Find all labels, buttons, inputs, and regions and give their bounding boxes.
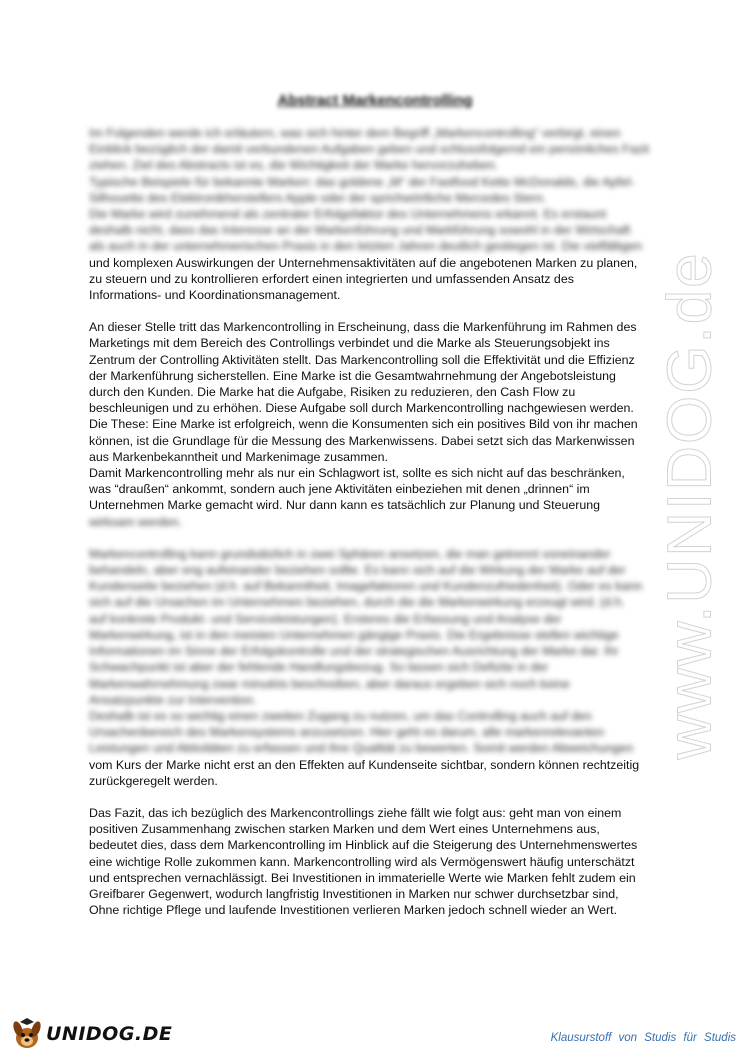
text-line: Das Fazit, das ich bezüglich des Markencontrollings ziehe fällt wie folgt aus: geht man von einem [89,805,622,820]
text-line: können, ist die Grundlage für die Messung des Markenwissens. Dabei setzt sich das Markenwissen [89,433,635,448]
blurred-line: Markenwirkung, ist in den meisten Unternehmen gängige Praxis. Die Ergebnisse stellen wichtige [89,627,619,642]
blurred-line: Markenwahrnehmung zwar minutiös beschreiben, aber daraus ergeben sich noch keine [89,676,570,691]
text-line: Informations- und Koordinationsmanagement. [89,288,341,303]
text-line: durch den Kunden. Die Marke hat die Aufgabe, Risiken zu reduzieren, den Cash Flow zu [89,385,576,400]
dog-icon [10,1017,44,1051]
blurred-line: ziehen. Ziel des Abstracts ist es, die Wichtigkeit der Marke hervorzuheben. [89,158,499,173]
text-line: Marketings mit dem Bereich des Controllings verbindet und die Marke als Steuerungsobjekt ins [89,336,610,351]
text-line: aus Markenbekanntheit und Markenimage zusammen. [89,449,388,464]
blurred-line: wirksam werden. [89,514,182,529]
blurred-line: Leistungen und Aktivitäten zu erfassen und ihre Qualität zu bewerten. Somit werden Abweichungen [89,741,634,756]
text-line: Ohne richtige Pflege und laufende Investitionen verlieren Marken jedoch schnell wieder an Wert. [89,903,618,918]
blurred-line: auf konkrete Produkt- und Serviceleistungen). Ersteres die Erfassung und Analyse der [89,611,562,626]
blurred-line: Ansatzpunkte zur Intervention. [89,692,257,707]
text-line: zu steuern und zu kontrollieren erfordert einen integrierten und umfassenden Ansatz des [89,271,574,286]
watermark-text: www.UNIDOG.de [655,250,725,760]
blurred-line: behandeln, aber eng aufeinander beziehen sollte. Es kann sich auf die Wirkung der Marke auf der [89,563,626,578]
text-line: Damit Markencontrolling mehr als nur ein Schlagwort ist, sollte es sich nicht auf das beschränken, [89,466,625,481]
blurred-line: Im Folgenden werde ich erläutern, was sich hinter dem Begriff „Markencontrolling“ verbirgt, einen [89,126,621,140]
text-line: Zentrum der Controlling Aktivitäten stellt. Das Markencontrolling soll die Effektivität und die Effizienz [89,352,635,367]
document-title: Abstract Markencontrolling [277,92,473,109]
blurred-line: Die Marke wird zunehmend als zentraler Erfolgsfaktor des Unternehmens erkannt. Es erstaunt [89,207,607,222]
blurred-line: Deshalb ist es so wichtig einen zweiten Zugang zu nutzen, um das Controlling auch auf den [89,708,592,723]
document-body [89,125,669,918]
blurred-line: Schwachpunkt ist aber der fehlende Handlungsbezug. So lassen sich Defizite in der [89,660,549,675]
blurred-line: als auch in der unternehmerischen Praxis in den letzten Jahren deutlich gestiegen ist. Die vielfältigen [89,239,643,254]
blurred-line: Markencontrolling kann grundsätzlich in zwei Sphären ansetzen, die man getrennt voneinander [89,546,611,561]
text-line: Greifbarer Gegenwert, wodurch langfristig Investitionen in Marken nur schwer durchsetzbar sind, [89,886,619,901]
footer-tagline: Klausurstoff von Studis für Studis [550,1032,736,1044]
blurred-line: Einblick bezüglich der damit verbundenen Aufgaben geben und schlussfolgernd ein persönliches Fazit [89,142,650,157]
blurred-line: deshalb nicht, dass das Interesse an der Markenführung und Markführung sowohl in der Wirtschaft [89,223,631,238]
text-line: was “draußen“ ankommt, sondern auch jene Aktivitäten einbeziehen mit denen „drinnen“ im [89,482,590,497]
blurred-line: Kundenseite beziehen (d.h. auf Bekanntheit, Imagefaktoren und Kundenzufriedenheit). Oder es kann [89,579,643,594]
text-line: vom Kurs der Marke nicht erst an den Effekten auf Kundenseite sichtbar, sondern können rechtzeitig [89,757,640,772]
logo-text: UNIDOG.DE [46,1023,173,1045]
text-line: der Markenführung sicherstellen. Eine Marke ist die Gesamtwahrnehmung der Angebotsleistung [89,368,616,383]
blurred-line: Silhouette des Elektronikherstellers Apple oder der sprichwörtliche Mercedes Stern. [89,190,547,205]
text-line: bedeutet dies, dass dem Markencontrolling im Hinblick auf die Steigerung des Unternehmenswertes [89,838,638,853]
unidog-logo [10,1015,172,1053]
text-line: positiven Zusammenhang zwischen starken Marken und dem Wert eines Unternehmens aus, [89,822,600,837]
text-line: Unternehmen Marke gemacht wird. Nur dann kann es tatsächlich zur Planung und Steuerung [89,498,601,513]
blurred-line: Ursachenbereich des Markensystems anzusetzen. Hier geht es darum, alle markenrelevanten [89,725,605,740]
blurred-line: Informationen im Sinne der Erfolgskontrolle und der strategischen Ausrichtung der Marke dar. Ihr [89,644,619,659]
text-line: und komplexen Auswirkungen der Unternehmensaktivitäten auf die angebotenen Marken zu planen, [89,255,638,270]
text-line: Die These: Eine Marke ist erfolgreich, wenn die Konsumenten sich ein positives Bild von ihr machen [89,417,638,432]
text-line: zurückgeregelt werden. [89,773,218,788]
text-line: beschleunigen und zu erhöhen. Diese Aufgabe soll durch Markencontrolling nachgewiesen werden. [89,401,634,416]
text-line: An dieser Stelle tritt das Markencontrolling in Erscheinung, dass die Markenführung im Rahmen des [89,320,637,335]
blurred-line: sich auf die Ursachen im Unternehmen beziehen, durch die die Markenwirkung erzeugt wird. (d.h. [89,595,625,610]
text-line: und entsprechen vernachlässigt. Bei Investitionen in immaterielle Werte wie Marken fehlt zudem ein [89,870,636,885]
text-line: eine wichtige Rolle zukommen kann. Markencontrolling wird als Vermögenswert häufig unterschätzt [89,854,635,869]
watermark [655,250,725,760]
blurred-line: Typische Beispiele für bekannte Marken: das goldene „M“ der Fastfood Kette McDonalds, die Apfel- [89,174,635,189]
